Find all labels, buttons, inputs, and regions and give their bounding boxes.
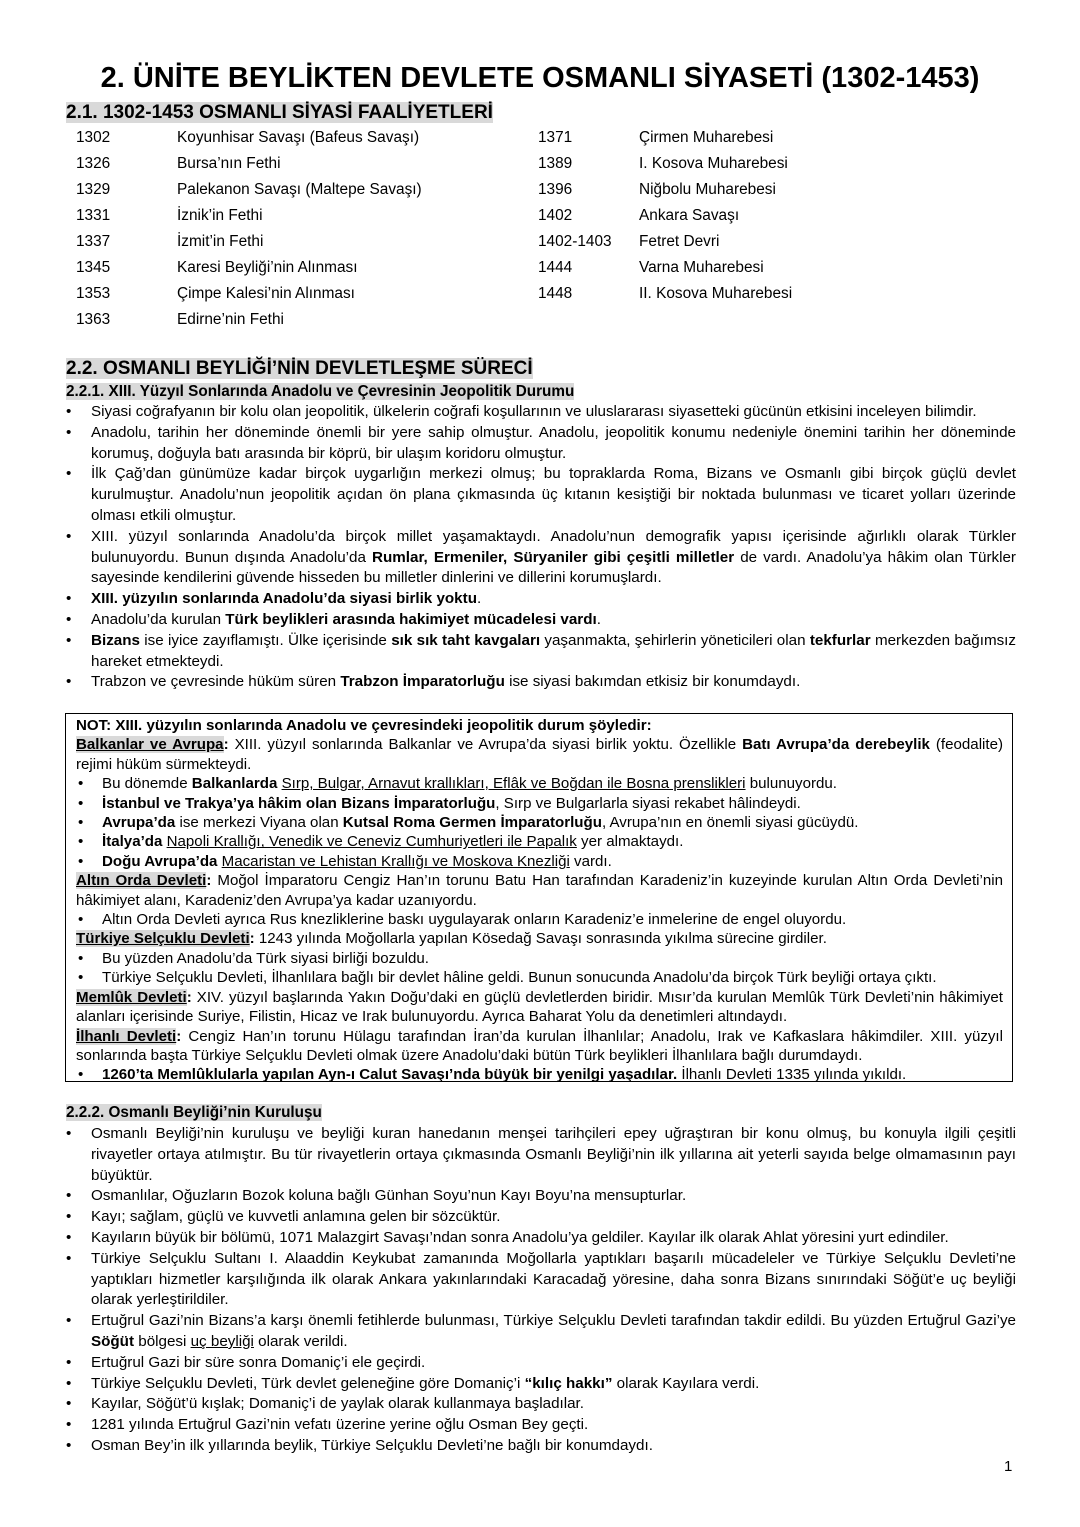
event-year: 1345 xyxy=(76,259,111,276)
note-balkanlar: Balkanlar ve Avrupa: XIII. yüzyıl sonlarında Balkanlar ve Avrupa’da siyasi birlik yoktu. Özellikle Batı Avrupa’da derebeylik (feodalite) rejimi hüküm sürmekteydi. xyxy=(76,736,1004,773)
list-item: • Altın Orda Devleti ayrıca Rus knezliklerine baskı uygulayarak onların Karadeniz’e inmelerine de engel oluyordu. xyxy=(76,910,1003,929)
list-item: • Osmanlılar, Oğuzların Bozok koluna bağlı Günhan Soyu’nun Kayı Boyu’na mensupturlar. xyxy=(66,1186,1016,1207)
list-item: • Siyasi coğrafyanın bir kolu olan jeopolitik, ülkelerin coğrafi koşullarının ve uluslararası siyasetteki gücünün etkisini inceleyen bilimdir. xyxy=(66,402,1016,423)
list-item: • Türkiye Selçuklu Devleti, İlhanlılara bağlı bir devlet hâline geldi. Bunun sonucunda Anadolu’da birçok Türk beyliği ortaya çıktı. xyxy=(76,968,1003,987)
note-box xyxy=(65,713,1013,1082)
event-name: I. Kosova Muharebesi xyxy=(639,155,788,172)
list-item: • Kayıların büyük bir bölümü, 1071 Malazgirt Savaşı’ndan sonra Anadolu’ya geldiler. Kayılar ilk olarak Ahlat yöresini yurt edindiler. xyxy=(66,1228,1016,1249)
event-name: Fetret Devri xyxy=(639,233,720,250)
event-name: Çimpe Kalesi’nin Alınması xyxy=(177,285,355,302)
event-year: 1353 xyxy=(76,285,111,302)
page-number: 1 xyxy=(1004,1458,1013,1475)
list-item: • Anadolu’da kurulan Türk beylikleri arasında hakimiyet mücadelesi vardı. xyxy=(66,610,1016,631)
list-item: • İtalya’da Napoli Krallığı, Venedik ve Ceneviz Cumhuriyetleri ile Papalık yer almaktaydı. xyxy=(76,832,1003,851)
list-item: • Türkiye Selçuklu Devleti, Türk devlet geleneğine göre Domaniç’i “kılıç hakkı” olarak Kayılara verdi. xyxy=(66,1374,1016,1395)
subsection-heading-2-2-1: 2.2.1. XIII. Yüzyıl Sonlarında Anadolu ve Çevresinin Jeopolitik Durumu xyxy=(66,383,575,400)
list-item: • Bizans ise iyice zayıflamıştı. Ülke içerisinde sık sık taht kavgaları yaşanmakta, şehirlerin yöneticileri olan tekfurlar merkezden bağımsız hareket etmekteydi. xyxy=(66,631,1016,673)
list-item: • Ertuğrul Gazi bir süre sonra Domaniç’i ele geçirdi. xyxy=(66,1353,1016,1374)
event-name: Varna Muharebesi xyxy=(639,259,764,276)
bullet-list-2-2-1 xyxy=(66,402,1016,693)
event-name: Bursa’nın Fethi xyxy=(177,155,281,172)
event-year: 1371 xyxy=(538,129,573,146)
event-name: II. Kosova Muharebesi xyxy=(639,285,793,302)
event-name: Niğbolu Muharebesi xyxy=(639,181,776,198)
event-year: 1363 xyxy=(76,311,111,328)
event-year: 1337 xyxy=(76,233,111,250)
event-name: İznik’in Fethi xyxy=(177,207,263,224)
note-altin-orda: Altın Orda Devleti: Moğol İmparatoru Cengiz Han’ın torunu Batu Han tarafından Karadeniz’in kuzeyinde kurulan Altın Orda Devleti’nin hâkimiyet alanı, Karadeniz’den Avrupa’ya kadar uzanıyordu. xyxy=(76,872,1003,909)
event-year: 1402 xyxy=(538,207,573,224)
list-item: • Trabzon ve çevresinde hüküm süren Trabzon İmparatorluğu ise siyasi bakımdan etkisiz bir konumdaydı. xyxy=(66,672,1016,693)
list-item: • Bu yüzden Anadolu’da Türk siyasi birliği bozuldu. xyxy=(76,949,1003,968)
list-item: • Avrupa’da ise merkezi Viyana olan Kutsal Roma Germen İmparatorluğu, Avrupa’nın en önemli siyasi gücüydü. xyxy=(76,813,1003,832)
list-item: • Bu dönemde Balkanlarda Sırp, Bulgar, Arnavut krallıkları, Eflâk ve Boğdan ile Bosna prenslikleri bulunuyordu. xyxy=(76,774,1003,793)
list-item: • Türkiye Selçuklu Sultanı I. Alaaddin Keykubat zamanında Moğollarla yaptıkları başarılı mücadeleler ve Türkiye Selçuklu Devleti’ne yaptıkları hizmetler karşılığında ilk olarak Ankara yakınlarındaki Karacadağ yöresine, daha sonra Bizans sınırındaki Söğüt’e uç beyliği olarak yerleştirildiler. xyxy=(66,1249,1016,1311)
event-year: 1396 xyxy=(538,181,573,198)
note-ilhanli: İlhanlı Devleti: Cengiz Han’ın torunu Hülagu tarafından İran’da kurulan İlhanlılar; Anadolu, Irak ve Kafkaslara hâkimdiler. XIII. yüzyıl sonlarında başta Türkiye Selçuklu Devleti olmak üzere Anadolu’daki bütün Türk beylikleri İlhanlılara bağlı durumdaydı. xyxy=(76,1027,1003,1064)
list-item: • İlk Çağ’dan günümüze kadar birçok uygarlığın merkezi olmuş; bu topraklarda Roma, Bizans ve Osmanlı gibi birçok güçlü devlet kurulmuştur. Anadolu’nun jeopolitik açıdan ön plana çıkmasında üç kıtanın kesiştiği bir noktada bulunması ve ticaret yolları üzerinde olması etkili olmuştur. xyxy=(66,464,1016,526)
list-item: • Doğu Avrupa’da Macaristan ve Lehistan Krallığı ve Moskova Knezliği vardı. xyxy=(76,852,1003,871)
list-item: • 1281 yılında Ertuğrul Gazi’nin vefatı üzerine yerine oğlu Osman Bey geçti. xyxy=(66,1415,1016,1436)
note-title: NOT: XIII. yüzyılın sonlarında Anadolu ve çevresindeki jeopolitik durum şöyledir: xyxy=(76,717,652,734)
list-item: • Kayılar, Söğüt’ü kışlak; Domaniç’i de yaylak olarak kullanmaya başladılar. xyxy=(66,1394,1016,1415)
section-heading-2-2: 2.2. OSMANLI BEYLİĞİ’NİN DEVLETLEŞME SÜRECİ xyxy=(66,358,533,379)
event-name: Karesi Beyliği’nin Alınması xyxy=(177,259,358,276)
list-item: • Kayı; sağlam, güçlü ve kuvvetli anlamına gelen bir sözcüktür. xyxy=(66,1207,1016,1228)
subsection-heading-2-2-2: 2.2.2. Osmanlı Beyliği’nin Kuruluşu xyxy=(66,1104,322,1121)
event-year: 1389 xyxy=(538,155,573,172)
list-item: • XIII. yüzyılın sonlarında Anadolu’da siyasi birlik yoktu. xyxy=(66,589,1016,610)
event-name: Edirne’nin Fethi xyxy=(177,311,284,328)
event-name: Koyunhisar Savaşı (Bafeus Savaşı) xyxy=(177,129,420,146)
note-memluk: Memlûk Devleti: XIV. yüzyıl başlarında Yakın Doğu’daki en güçlü devletlerden biridir. Mısır’da kurulan Memlûk Türk Devleti’nin hâkimiyet alanları içerisinde Suriye, Filistin, Hicaz ve Irak bulunuyordu. Ayrıca Baharat Yolu da denetimleri altındaydı. xyxy=(76,988,1003,1026)
list-item: • 1260’ta Memlûklularla yapılan Ayn-ı Calut Savaşı’nda büyük bir yenilgi yaşadılar. İlhanlı Devleti 1335 yılında yıkıldı. xyxy=(76,1065,1003,1084)
event-name: Çirmen Muharebesi xyxy=(639,129,774,146)
event-year: 1331 xyxy=(76,207,111,224)
list-item: • Anadolu, tarihin her döneminde önemli bir yere sahip olmuştur. Anadolu, jeopolitik konumu nedeniyle önemini tarihin her döneminde korumuş, doğuyla batı arasında bir köprü, bir ulaşım koridoru olmuştur. xyxy=(66,423,1016,465)
event-name: İzmit’in Fethi xyxy=(177,233,264,250)
list-item: • Osmanlı Beyliği’nin kuruluşu ve beyliği kuran hanedanın menşei tarihçileri epey uğraştıran bir konu olmuş, bu konuyla ilgili çeşitli rivayetler ortaya atılmıştır. Bu tür rivayetlerin ortaya çıkmasında Osmanlı Beyliği’nin ilk yıllarına ait yeterli sayıda belge olmamasının payı büyüktür. xyxy=(66,1124,1016,1186)
note-selcuklu: Türkiye Selçuklu Devleti: 1243 yılında Moğollarla yapılan Kösedağ Savaşı sonrasında yıkılma sürecine girdiler. xyxy=(76,930,827,948)
event-year: 1444 xyxy=(538,259,573,276)
list-item: • İstanbul ve Trakya’ya hâkim olan Bizans İmparatorluğu, Sırp ve Bulgarlarla siyasi rekabet hâlindeydi. xyxy=(76,794,1003,813)
page-title: 2. ÜNİTE BEYLİKTEN DEVLETE OSMANLI SİYASETİ (1302-1453) xyxy=(100,62,980,94)
bullet-list-2-2-2 xyxy=(66,1124,1016,1457)
event-year: 1448 xyxy=(538,285,573,302)
list-item: • Osman Bey’in ilk yıllarında beylik, Türkiye Selçuklu Devleti’ne bağlı bir konumdaydı. xyxy=(66,1436,1016,1457)
list-item: • XIII. yüzyıl sonlarında Anadolu’da birçok millet yaşamaktaydı. Anadolu’nun demografik yapısı içerisinde ağırlıklı olarak Türkler bulunuyordu. Bunun dışında Anadolu’da Rumlar, Ermeniler, Süryaniler gibi çeşitli milletler de vardı. Anadolu’ya hâkim olan Türkler sayesinde kendilerini güvende hisseden bu milletler dinlerini ve dillerini korumuşlardı. xyxy=(66,527,1016,589)
event-year: 1326 xyxy=(76,155,111,172)
event-year: 1302 xyxy=(76,129,111,146)
event-year: 1402-1403 xyxy=(538,233,612,250)
list-item: • Ertuğrul Gazi’nin Bizans’a karşı önemli fetihlerde bulunması, Türkiye Selçuklu Devleti tarafından takdir edildi. Bu yüzden Ertuğrul Gazi’ye Söğüt bölgesi uç beyliği olarak verildi. xyxy=(66,1311,1016,1353)
section-heading-2-1: 2.1. 1302-1453 OSMANLI SİYASİ FAALİYETLERİ xyxy=(66,102,493,123)
event-name: Palekanon Savaşı (Maltepe Savaşı) xyxy=(177,181,422,198)
event-year: 1329 xyxy=(76,181,111,198)
event-name: Ankara Savaşı xyxy=(639,207,740,224)
